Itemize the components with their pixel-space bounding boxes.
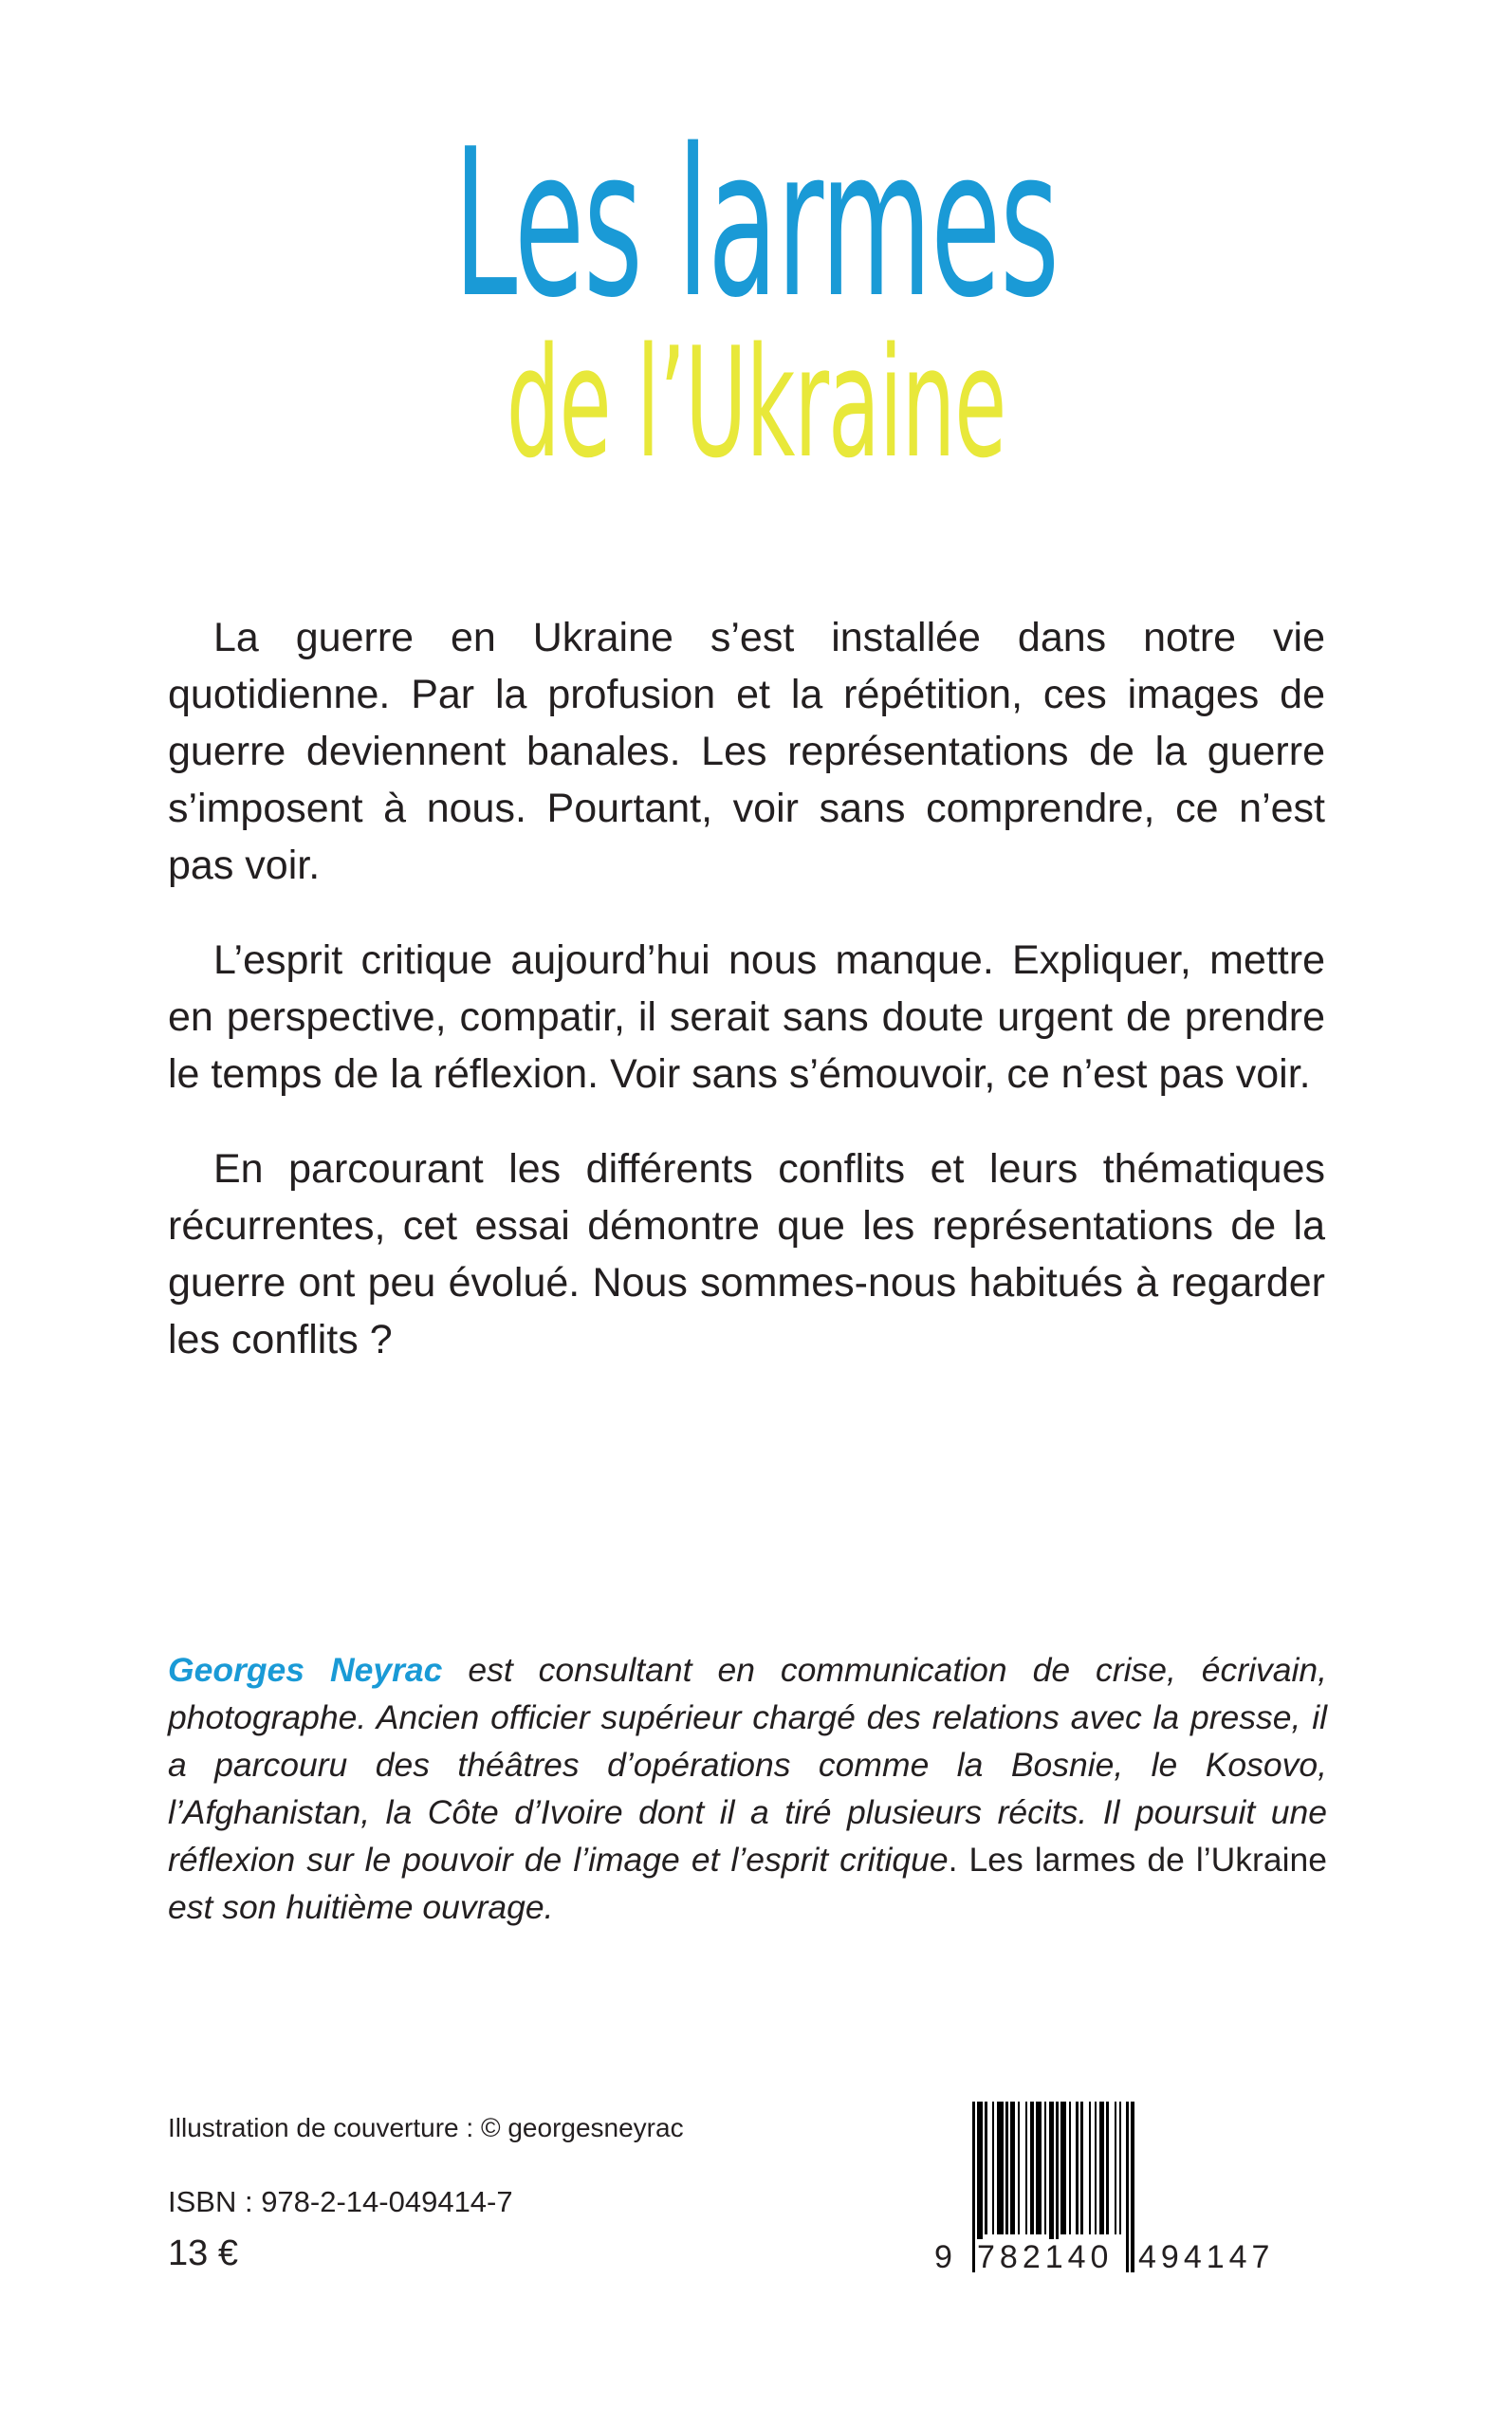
bio-dot: .: [948, 1841, 969, 1879]
barcode-bar: [1080, 2102, 1083, 2234]
summary-paragraph-2: L’esprit critique aujourd’hui nous manque. Expliquer, mettre en perspective, compatir, il serait sans doute urgent de prendre le temps de la réflexion. Voir sans s’émouvoir, ce n’est pas voir.: [168, 937, 1325, 1097]
barcode-bar: [1131, 2102, 1134, 2272]
summary: [168, 609, 1325, 1406]
barcode-bar: [1030, 2102, 1034, 2234]
barcode-bar: [1115, 2102, 1116, 2234]
title-line-2: de l’Ukraine: [506, 314, 1006, 491]
title-line-1: Les larmes: [453, 104, 1059, 343]
summary-paragraph-1: La guerre en Ukraine s’est installée dans notre vie quotidienne. Par la profusion et la répétition, ces images de guerre deviennent banales. Les représentations de la guerre s’imposent à nous. Pourtant, voir sans comprendre, ce n’est pas voir.: [168, 615, 1325, 888]
barcode-bar: [1126, 2102, 1129, 2272]
cover-credit: Illustration de couverture : © georgesneyrac: [168, 2113, 684, 2142]
barcode-bar: [1036, 2102, 1042, 2234]
summary-paragraph-3: En parcourant les différents conflits et leurs thématiques récurrentes, cet essai démontre que les représentations de la guerre ont peu évolué. Nous sommes-nous habitués à regarder les conflits ?: [168, 1146, 1325, 1362]
barcode-bar: [985, 2102, 987, 2234]
bio-text-end: est son huitième ouvrage.: [168, 1888, 554, 1926]
barcode-bar: [1099, 2102, 1104, 2234]
isbn: ISBN : 978-2-14-049414-7: [168, 2185, 513, 2218]
bio-text: est consultant en communication de crise, écrivain, photographe. Ancien officier supérieur chargé des relations avec la presse, il a parcouru des théâtres d’opérations comme la Bosnie, le Kosovo, l’Afghanistan, la Côte d’Ivoire dont il a tiré plusieurs récits. Il poursuit une réflexion sur le pouvoir de l’image et l’esprit critique: [168, 1651, 1327, 1879]
barcode-bar: [992, 2102, 994, 2234]
barcode-bar: [1060, 2102, 1066, 2234]
bio-book-title: Les larmes de l’Ukraine: [968, 1841, 1328, 1879]
author-bio: [168, 1646, 1327, 1931]
barcode-bar: [1095, 2102, 1097, 2234]
barcode-bar: [1089, 2102, 1091, 2234]
barcode-bar: [1010, 2102, 1015, 2234]
barcode-left-group: 782140: [977, 2239, 1114, 2275]
barcode-bar: [1119, 2102, 1121, 2234]
barcode-bar: [1025, 2102, 1027, 2234]
barcode-first-digit: 9: [934, 2239, 957, 2275]
barcode-bar: [1044, 2102, 1046, 2234]
barcode-bar: [1005, 2102, 1008, 2234]
barcode-right-group: 494147: [1138, 2239, 1275, 2275]
price: 13 €: [168, 2233, 238, 2273]
barcode-bar: [997, 2102, 1004, 2234]
barcode-bar: [1069, 2102, 1071, 2234]
barcode-bar: [1106, 2102, 1109, 2234]
author-name: Georges Neyrac: [168, 1651, 443, 1689]
barcode-bar: [972, 2102, 975, 2272]
barcode-bar: [1076, 2102, 1079, 2234]
barcode-bar: [1018, 2102, 1020, 2234]
